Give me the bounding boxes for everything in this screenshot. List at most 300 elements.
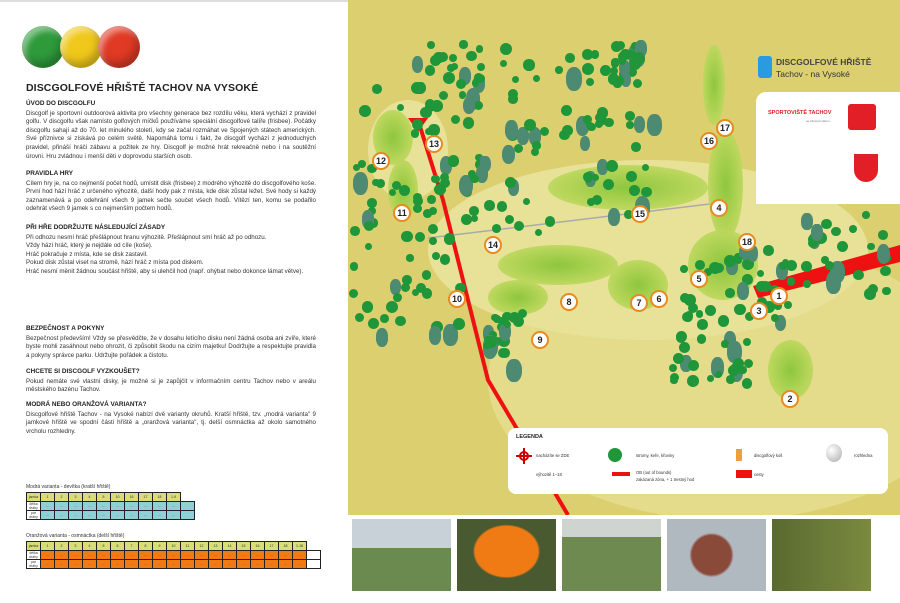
tree-icon bbox=[787, 277, 795, 285]
tree-icon bbox=[372, 179, 379, 186]
table-cell: … bbox=[111, 551, 125, 560]
legend-label: OB (out of bounds) bbox=[636, 470, 672, 475]
tree-icon bbox=[350, 262, 359, 271]
hole-marker-11: 11 bbox=[393, 204, 411, 222]
table-cell: … bbox=[55, 560, 69, 569]
sponsor-panel bbox=[756, 92, 900, 204]
rule-text: Při odhozu nesmí hráč přešlápnout hranu výhozitě. Přešlápnout smí hráč až po odhozu. bbox=[26, 233, 267, 241]
tree-icon bbox=[453, 318, 465, 330]
traffic-lights-logo bbox=[22, 26, 136, 68]
table-header-cell: jamka bbox=[27, 542, 41, 551]
tree-icon bbox=[497, 201, 507, 211]
table-cell: … bbox=[55, 511, 69, 520]
tree-icon bbox=[559, 130, 570, 141]
hole-marker-17: 17 bbox=[716, 119, 734, 137]
bush-icon bbox=[506, 359, 522, 382]
table-cell: … bbox=[139, 511, 153, 520]
row-label: par dráhy bbox=[27, 560, 41, 569]
section-heading: PRAVIDLA HRY bbox=[26, 170, 73, 177]
tree-icon bbox=[508, 94, 517, 103]
tree-icon bbox=[428, 224, 438, 234]
table-cell: … bbox=[265, 560, 279, 569]
rule-text: Vždy hází hráč, který je nejdále od cíle (koše). bbox=[26, 242, 153, 250]
tree-icon bbox=[502, 312, 512, 322]
tree-icon bbox=[463, 117, 475, 129]
tree-icon bbox=[696, 310, 703, 317]
tree-icon bbox=[633, 79, 642, 88]
bush-icon bbox=[877, 244, 891, 264]
table-cell: … bbox=[139, 502, 153, 511]
crosshair-icon bbox=[516, 448, 532, 464]
tree-icon bbox=[491, 314, 499, 322]
sponsor-slogan: se zdravým tělem... bbox=[806, 119, 833, 123]
table-cell: … bbox=[237, 551, 251, 560]
tree-icon bbox=[697, 319, 708, 330]
tree-icon bbox=[626, 171, 637, 182]
legend-label: stromy, keře, křoviny bbox=[636, 453, 675, 458]
table-cell: … bbox=[69, 502, 83, 511]
fairway bbox=[498, 245, 618, 285]
table-cell: … bbox=[111, 502, 125, 511]
tree-icon bbox=[399, 185, 410, 196]
section-heading: BEZPEČNOST A POKYNY bbox=[26, 325, 105, 332]
section-safety bbox=[26, 325, 316, 360]
hole-marker-5: 5 bbox=[690, 270, 708, 288]
table-cell: … bbox=[293, 560, 307, 569]
table-cell: … bbox=[111, 511, 125, 520]
table-header-cell: 5 bbox=[97, 493, 111, 502]
table-cell: … bbox=[209, 560, 223, 569]
tree-icon bbox=[362, 301, 373, 312]
tree-icon bbox=[414, 82, 425, 93]
bush-icon bbox=[634, 116, 645, 133]
tree-icon bbox=[771, 314, 779, 322]
road-icon bbox=[736, 470, 752, 478]
tree-icon bbox=[849, 225, 857, 233]
tree-icon bbox=[680, 265, 688, 273]
tree-icon bbox=[532, 141, 540, 149]
table-cell: … bbox=[125, 560, 139, 569]
table-cell: … bbox=[83, 511, 97, 520]
tree-icon bbox=[483, 342, 491, 350]
tree-icon bbox=[368, 318, 379, 329]
tree-icon bbox=[406, 254, 413, 261]
table-header-cell: 4 bbox=[83, 493, 97, 502]
course-map bbox=[348, 0, 900, 515]
table-cell: … bbox=[125, 511, 139, 520]
tree-icon bbox=[533, 75, 540, 82]
table-cell: … bbox=[97, 551, 111, 560]
hole-marker-1: 1 bbox=[770, 287, 788, 305]
disc-basket-icon bbox=[758, 56, 772, 78]
tree-icon bbox=[758, 281, 768, 291]
tree-icon bbox=[401, 283, 410, 292]
table-header-cell: 5 bbox=[97, 542, 111, 551]
table-cell: … bbox=[223, 560, 237, 569]
table-cell: … bbox=[83, 560, 97, 569]
tree-icon bbox=[867, 243, 874, 250]
section-heading: MODRÁ NEBO ORANŽOVÁ VARIANTA? bbox=[26, 401, 147, 408]
bush-icon bbox=[463, 97, 475, 115]
tree-icon bbox=[358, 160, 366, 168]
tree-icon bbox=[586, 78, 594, 86]
row-label: délka dráhy bbox=[27, 502, 41, 511]
disc-golf-player-photo bbox=[352, 519, 451, 591]
table-header-cell: 8 bbox=[139, 542, 153, 551]
section-try bbox=[26, 368, 316, 395]
bush-icon bbox=[826, 271, 841, 293]
tree-icon bbox=[443, 72, 455, 84]
section-rules bbox=[26, 170, 316, 214]
tree-icon bbox=[853, 270, 863, 280]
table-cell: … bbox=[181, 551, 195, 560]
row-label: délka dráhy bbox=[27, 551, 41, 560]
legend-label: výhozitě 1–18 bbox=[536, 472, 562, 477]
table-header-cell: 6 bbox=[111, 542, 125, 551]
table-header-cell: 12 bbox=[195, 542, 209, 551]
logo-subtitle: Tachov - na Vysoké bbox=[776, 69, 850, 79]
section-text: Cílem hry je, na co nejmenší počet hodů, umístit disk (frisbee) z modrého výhozitě do discgolfového koše. První hod hází hráč z určeného výhozitě, další hody pak z místa, kde disk zůstal ležet. Své hody si každý zaznamenává a po odehrání všech 9 jamek sečte součet všech hodů. Vítězí ten, komu se podařilo odehrát všech 9 jamek s co nejmenším počtem hodů. bbox=[26, 179, 316, 213]
tree-icon bbox=[565, 53, 575, 63]
table-cell: … bbox=[209, 551, 223, 560]
blue-variant-table bbox=[26, 492, 195, 520]
table-cell: … bbox=[167, 502, 181, 511]
tree-icon bbox=[395, 316, 406, 327]
legend-label: cesty bbox=[754, 472, 764, 477]
tree-icon bbox=[587, 198, 595, 206]
total-cell bbox=[181, 502, 195, 511]
tree-icon bbox=[757, 270, 764, 277]
table-header-cell: 10 bbox=[167, 542, 181, 551]
table-header-cell: 2 bbox=[55, 542, 69, 551]
row-label: par dráhy bbox=[27, 511, 41, 520]
section-text: Discgolfové hřiště Tachov - na Vysoké nabízí dvě varianty okruhů. Kratší hřiště, tzv. „modrá varianta" 9 jamkové hřiště ve spodní části hřiště a „oranžová varianta", tj. delší osmnáctka až okolo samotného vrcholu rozhledny. bbox=[26, 410, 316, 435]
tree-icon bbox=[359, 105, 371, 117]
tree-icon bbox=[882, 287, 890, 295]
table-header-cell: 1-9 bbox=[167, 493, 181, 502]
tree-icon bbox=[505, 177, 516, 188]
table-cell: … bbox=[97, 560, 111, 569]
table-header-cell: 16 bbox=[251, 542, 265, 551]
tree-icon bbox=[427, 41, 435, 49]
tree-icon bbox=[484, 200, 494, 210]
tree-icon bbox=[477, 63, 485, 71]
total-cell bbox=[181, 511, 195, 520]
hole-marker-2: 2 bbox=[781, 390, 799, 408]
lookout-tower-icon bbox=[826, 444, 842, 462]
table-header-cell: 3 bbox=[69, 542, 83, 551]
tree-icon bbox=[825, 261, 834, 270]
basket-chains-photo bbox=[667, 519, 766, 591]
discs-on-grass-photo bbox=[772, 519, 871, 591]
table-header-cell: 15 bbox=[237, 542, 251, 551]
bush-icon bbox=[811, 224, 822, 241]
table-header-cell: 13 bbox=[209, 542, 223, 551]
table-cell: … bbox=[111, 560, 125, 569]
tree-icon bbox=[492, 224, 501, 233]
bush-icon bbox=[608, 208, 620, 226]
table-cell: … bbox=[139, 551, 153, 560]
orange-table-title: Oranžová varianta - osmnáctka (delší hřiště) bbox=[26, 533, 125, 539]
tree-icon bbox=[422, 270, 431, 279]
disc-hunter-basket-photo bbox=[457, 519, 556, 591]
bush-icon bbox=[505, 120, 518, 139]
bush-icon bbox=[429, 326, 441, 344]
course-field-photo bbox=[562, 519, 661, 591]
table-header-cell: 9 bbox=[153, 542, 167, 551]
red-light-icon bbox=[98, 26, 140, 68]
tree-icon bbox=[459, 40, 467, 48]
table-header-cell: 16 bbox=[125, 493, 139, 502]
rule-text: Hráč pokračuje z místa, kde se disk zastavil. bbox=[26, 250, 148, 258]
table-header-cell: 1-18 bbox=[293, 542, 307, 551]
section-text: Discgolf je sportovní outdoorová aktivita pro všechny generace bez rozdílu věku, která vychází z pravidel golfu. V discgolfu však namísto golfových míčků používáme speciální discgolfové talíře (frisbee). Počátky discgolfu sahají až do 70. let minulého století, kdy se začal rozmáhat ve Spojených státech amerických. Své příznivce si získává po celém světě. Napomáhá tomu i fakt, že discgolf vychází z jednoduchých pravidel, přináší hráči zábavu a požitek ze hry. Discgolf je možné hrát rekreačně nebo i na soutěžní úrovni. Hru zvládnou i menší děti v doprovodu starších osob. bbox=[26, 109, 316, 160]
total-cell bbox=[307, 560, 321, 569]
section-variants bbox=[26, 401, 316, 436]
table-header-cell: 1 bbox=[41, 493, 55, 502]
table-row bbox=[27, 560, 321, 569]
tree-icon bbox=[831, 227, 841, 237]
tree-icon bbox=[725, 288, 735, 298]
ob-line-icon bbox=[612, 472, 630, 476]
tachov-coat-of-arms-icon bbox=[854, 154, 878, 182]
tree-icon bbox=[393, 293, 402, 302]
table-cell: … bbox=[41, 511, 55, 520]
table-cell: … bbox=[97, 511, 111, 520]
table-header-cell: 17 bbox=[265, 542, 279, 551]
tree-icon bbox=[763, 245, 774, 256]
legend-title: LEGENDA bbox=[516, 434, 543, 440]
tree-icon bbox=[350, 226, 360, 236]
mascot-icon bbox=[848, 104, 876, 130]
table-header-cell: 2 bbox=[55, 493, 69, 502]
table-cell: … bbox=[167, 511, 181, 520]
page-title: DISCGOLFOVÉ HŘIŠTĚ TACHOV NA VYSOKÉ bbox=[26, 82, 259, 94]
bush-icon bbox=[737, 282, 749, 300]
info-panel bbox=[0, 0, 348, 603]
tree-icon bbox=[372, 84, 382, 94]
table-cell: … bbox=[153, 551, 167, 560]
legend-label: rozhledna bbox=[854, 453, 873, 458]
tree-icon bbox=[626, 121, 634, 129]
tree-icon bbox=[523, 59, 534, 70]
hole-marker-7: 7 bbox=[630, 294, 648, 312]
tree-icon bbox=[680, 293, 690, 303]
sponsor-name: SPORTOVIŠTĚ TACHOV bbox=[768, 110, 832, 116]
bush-icon bbox=[376, 328, 388, 346]
section-heading: PŘI HŘE DODRŽUJTE NÁSLEDUJÍCÍ ZÁSADY bbox=[26, 224, 166, 231]
table-header-cell: 4 bbox=[83, 542, 97, 551]
tree-icon bbox=[705, 305, 716, 316]
tree-icon bbox=[545, 216, 555, 226]
table-cell: … bbox=[195, 560, 209, 569]
table-header-cell: 17 bbox=[139, 493, 153, 502]
tree-icon bbox=[386, 301, 398, 313]
tree-icon bbox=[500, 43, 512, 55]
hole-marker-9: 9 bbox=[531, 331, 549, 349]
table-cell: … bbox=[265, 551, 279, 560]
section-text: Pokud nemáte své vlastní disky, je možné si je zapůjčit v informačním centru Tachov nebo v areálu městského bazénu Tachov. bbox=[26, 377, 316, 394]
table-cell: … bbox=[69, 511, 83, 520]
photo-strip bbox=[348, 515, 900, 603]
tree-icon bbox=[631, 142, 641, 152]
tree-icon bbox=[606, 160, 618, 172]
table-cell: … bbox=[41, 560, 55, 569]
tree-icon bbox=[411, 129, 420, 138]
bush-icon bbox=[566, 67, 582, 91]
hole-marker-10: 10 bbox=[448, 290, 466, 308]
blue-table-title: Modrá varianta - devítka (kratší hřiště) bbox=[26, 484, 111, 490]
tree-icon bbox=[718, 315, 729, 326]
legend-label: nacházíte se ZDE bbox=[536, 453, 570, 458]
section-intro bbox=[26, 100, 316, 161]
table-header-cell: 7 bbox=[125, 542, 139, 551]
table-cell: … bbox=[125, 502, 139, 511]
tree-icon bbox=[586, 122, 594, 130]
table-cell: … bbox=[167, 560, 181, 569]
table-cell: … bbox=[279, 551, 293, 560]
hole-marker-16: 16 bbox=[700, 132, 718, 150]
tree-icon bbox=[803, 280, 810, 287]
table-header-cell: 3 bbox=[69, 493, 83, 502]
rule-text: Hráč nesmí měnit žádnou součást hřiště, aby si ulehčil hod (např. ohýbat nebo dokonce lámat větve). bbox=[26, 267, 304, 275]
tree-icon bbox=[349, 289, 358, 298]
tree-icon bbox=[555, 66, 562, 73]
tree-icon bbox=[801, 261, 812, 272]
table-cell: … bbox=[279, 560, 293, 569]
table-cell: … bbox=[181, 560, 195, 569]
table-cell: … bbox=[139, 560, 153, 569]
table-cell: … bbox=[83, 502, 97, 511]
table-cell: … bbox=[237, 560, 251, 569]
green-light-icon bbox=[22, 26, 64, 68]
tree-icon bbox=[613, 80, 622, 89]
tree-icon bbox=[738, 366, 746, 374]
map-legend bbox=[508, 428, 888, 494]
table-row bbox=[27, 502, 195, 511]
section-heading: ÚVOD DO DISCGOLFU bbox=[26, 100, 96, 107]
table-header-cell: 10 bbox=[111, 493, 125, 502]
bush-icon bbox=[647, 114, 662, 136]
disc-basket-icon bbox=[736, 449, 742, 461]
hole-marker-12: 12 bbox=[372, 152, 390, 170]
trees-icon bbox=[608, 448, 622, 462]
section-principles bbox=[26, 224, 316, 277]
hole-marker-8: 8 bbox=[560, 293, 578, 311]
tree-icon bbox=[470, 175, 479, 184]
tree-icon bbox=[735, 256, 743, 264]
table-header-cell: 18 bbox=[153, 493, 167, 502]
legend-label: discgolfový koš bbox=[754, 453, 783, 458]
tree-icon bbox=[561, 105, 572, 116]
table-header-cell: 14 bbox=[223, 542, 237, 551]
tree-icon bbox=[429, 237, 437, 245]
table-cell: … bbox=[153, 502, 167, 511]
tree-icon bbox=[726, 375, 735, 384]
logo-title: DISCGOLFOVÉ HŘIŠTĚ bbox=[776, 57, 872, 67]
tree-icon bbox=[821, 219, 831, 229]
table-cell: … bbox=[83, 551, 97, 560]
table-cell: … bbox=[293, 551, 307, 560]
tree-icon bbox=[670, 373, 679, 382]
tree-icon bbox=[697, 334, 706, 343]
table-cell: … bbox=[251, 551, 265, 560]
table-cell: … bbox=[55, 551, 69, 560]
table-cell: … bbox=[195, 551, 209, 560]
legend-label: zakázaná zóna, + 1 trestný hod bbox=[636, 477, 695, 482]
tree-icon bbox=[413, 193, 422, 202]
tree-icon bbox=[597, 107, 609, 119]
tree-icon bbox=[423, 209, 432, 218]
table-cell: … bbox=[69, 560, 83, 569]
table-header-cell: jamka bbox=[27, 493, 41, 502]
rule-text: Pokud disk zůstal viset na stromě, hází hráč z místa pod diskem. bbox=[26, 259, 204, 267]
table-cell: … bbox=[153, 511, 167, 520]
course-logo bbox=[758, 52, 900, 92]
table-cell: … bbox=[97, 502, 111, 511]
bush-icon bbox=[502, 145, 515, 164]
table-cell: … bbox=[55, 502, 69, 511]
tree-icon bbox=[448, 155, 459, 166]
tree-icon bbox=[687, 375, 699, 387]
yellow-light-icon bbox=[60, 26, 102, 68]
tree-icon bbox=[498, 348, 508, 358]
table-cell: … bbox=[223, 551, 237, 560]
tree-icon bbox=[472, 79, 479, 86]
tree-icon bbox=[715, 371, 722, 378]
tree-icon bbox=[476, 45, 483, 52]
table-cell: … bbox=[153, 560, 167, 569]
hole-marker-15: 15 bbox=[631, 205, 649, 223]
tree-icon bbox=[669, 364, 677, 372]
bush-icon bbox=[580, 136, 590, 151]
table-row bbox=[27, 551, 321, 560]
total-cell bbox=[307, 551, 321, 560]
tree-icon bbox=[413, 204, 422, 213]
fairway bbox=[703, 45, 725, 125]
section-text: Bezpečnost především! Vždy se přesvědčte, že v dosahu letícího disku není žádná osoba ani zvíře, které byste mohli zasáhnout nebo ohrozit, či způsobit škodu na cizím majetku! Dodržujte a respektujte pravidla a pokyny správce parku. Udržujte pořádek a čistotu. bbox=[26, 334, 316, 359]
bush-icon bbox=[353, 172, 368, 195]
tree-icon bbox=[604, 118, 613, 127]
tree-icon bbox=[504, 321, 511, 328]
table-cell: … bbox=[41, 551, 55, 560]
tree-icon bbox=[864, 288, 876, 300]
table-cell: … bbox=[41, 502, 55, 511]
table-cell: … bbox=[125, 551, 139, 560]
tree-icon bbox=[431, 175, 439, 183]
orange-variant-table bbox=[26, 541, 321, 569]
hole-marker-3: 3 bbox=[750, 302, 768, 320]
table-cell: … bbox=[167, 551, 181, 560]
table-header-cell: 18 bbox=[279, 542, 293, 551]
table-row bbox=[27, 511, 195, 520]
tree-icon bbox=[742, 378, 753, 389]
table-cell: … bbox=[69, 551, 83, 560]
tree-icon bbox=[461, 214, 472, 225]
section-heading: CHCETE SI DISCGOLF VYZKOUŠET? bbox=[26, 368, 140, 375]
table-header-cell: 1 bbox=[41, 542, 55, 551]
hole-marker-6: 6 bbox=[650, 290, 668, 308]
tree-icon bbox=[629, 185, 640, 196]
hole-marker-14: 14 bbox=[484, 236, 502, 254]
hole-marker-18: 18 bbox=[738, 233, 756, 251]
tree-icon bbox=[878, 230, 888, 240]
table-cell: … bbox=[251, 560, 265, 569]
table-header-cell: 11 bbox=[181, 542, 195, 551]
hole-marker-13: 13 bbox=[425, 135, 443, 153]
tree-icon bbox=[582, 63, 594, 75]
hole-marker-4: 4 bbox=[710, 199, 728, 217]
